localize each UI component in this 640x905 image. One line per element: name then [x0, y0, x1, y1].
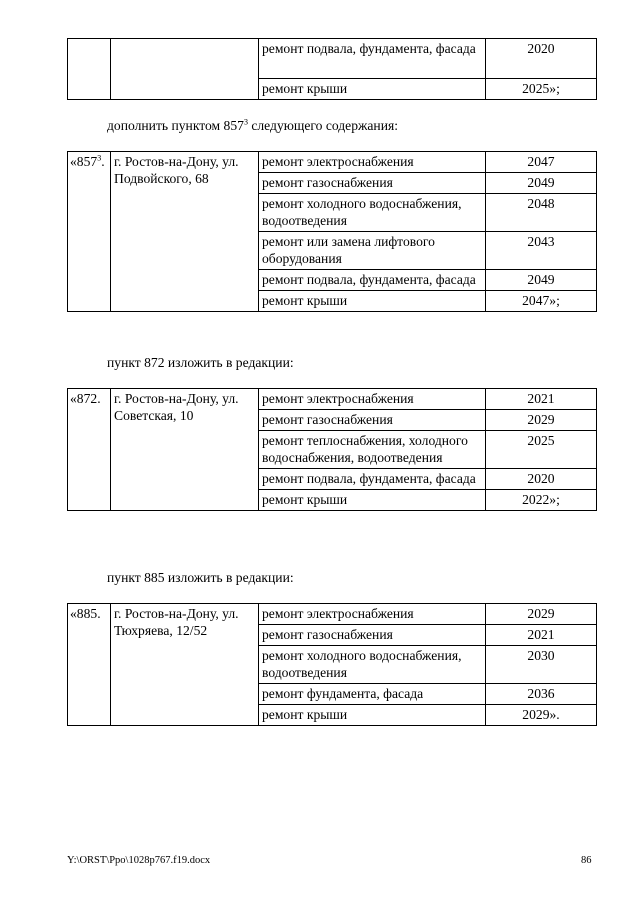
work-cell: ремонт крыши [259, 79, 486, 100]
work-cell: ремонт холодного водоснабжения, водоотведения [259, 194, 486, 232]
year-cell: 2022»; [486, 490, 597, 511]
superscript: 3 [97, 153, 102, 163]
address-cell: г. Ростов-на-Дону, ул. Тюхряева, 12/52 [111, 604, 259, 726]
number-cell: «885. [68, 604, 111, 726]
year-cell: 2021 [486, 625, 597, 646]
paragraph-text: дополнить пунктом 857 [107, 118, 244, 133]
year-cell: 2029». [486, 705, 597, 726]
year-cell: 2043 [486, 232, 597, 270]
year-cell: 2036 [486, 684, 597, 705]
table-row [68, 389, 597, 410]
year-cell: 2020 [486, 469, 597, 490]
address-cell: г. Ростов-на-Дону, ул. Подвойского, 68 [111, 152, 259, 312]
entry-number: «857 [70, 154, 98, 169]
footer-page-number: 86 [581, 855, 592, 866]
footer-file-path: Y:\ORST\Ppo\1028p767.f19.docx [67, 855, 211, 866]
instruction-paragraph-885: пункт 885 изложить в редакции: [107, 570, 294, 585]
table-row [68, 39, 597, 79]
work-cell: ремонт теплоснабжения, холодного водоснабжения, водоотведения [259, 431, 486, 469]
work-cell: ремонт подвала, фундамента, фасада [259, 39, 486, 79]
year-cell: 2049 [486, 173, 597, 194]
address-cell [111, 39, 259, 100]
work-cell: ремонт электроснабжения [259, 389, 486, 410]
number-cell: «872. [68, 389, 111, 511]
work-cell: ремонт электроснабжения [259, 604, 486, 625]
entry-number-tail: . [101, 154, 105, 169]
year-cell: 2047»; [486, 291, 597, 312]
work-cell: ремонт или замена лифтового оборудования [259, 232, 486, 270]
work-cell: ремонт крыши [259, 291, 486, 312]
table-entry-872 [67, 388, 597, 511]
table-row [68, 152, 597, 173]
year-cell: 2029 [486, 410, 597, 431]
table-entry-885 [67, 603, 597, 726]
work-cell: ремонт холодного водоснабжения, водоотведения [259, 646, 486, 684]
paragraph-text: следующего содержания: [247, 118, 399, 133]
superscript: 3 [243, 117, 248, 127]
year-cell: 2048 [486, 194, 597, 232]
work-cell: ремонт газоснабжения [259, 625, 486, 646]
address-cell: г. Ростов-на-Дону, ул. Советская, 10 [111, 389, 259, 511]
table-fragment-top [67, 38, 597, 100]
work-cell: ремонт крыши [259, 490, 486, 511]
table-row [68, 604, 597, 625]
year-cell: 2049 [486, 270, 597, 291]
instruction-paragraph-872: пункт 872 изложить в редакции: [107, 355, 294, 370]
work-cell: ремонт электроснабжения [259, 152, 486, 173]
number-cell [68, 152, 111, 312]
number-cell [68, 39, 111, 100]
year-cell: 2047 [486, 152, 597, 173]
work-cell: ремонт подвала, фундамента, фасада [259, 270, 486, 291]
work-cell: ремонт крыши [259, 705, 486, 726]
year-cell: 2030 [486, 646, 597, 684]
year-cell: 2020 [486, 39, 597, 79]
work-cell: ремонт газоснабжения [259, 173, 486, 194]
table-entry-857 [67, 151, 597, 312]
instruction-paragraph-857 [107, 118, 398, 134]
year-cell: 2021 [486, 389, 597, 410]
work-cell: ремонт газоснабжения [259, 410, 486, 431]
work-cell: ремонт подвала, фундамента, фасада [259, 469, 486, 490]
year-cell: 2025»; [486, 79, 597, 100]
year-cell: 2025 [486, 431, 597, 469]
work-cell: ремонт фундамента, фасада [259, 684, 486, 705]
year-cell: 2029 [486, 604, 597, 625]
